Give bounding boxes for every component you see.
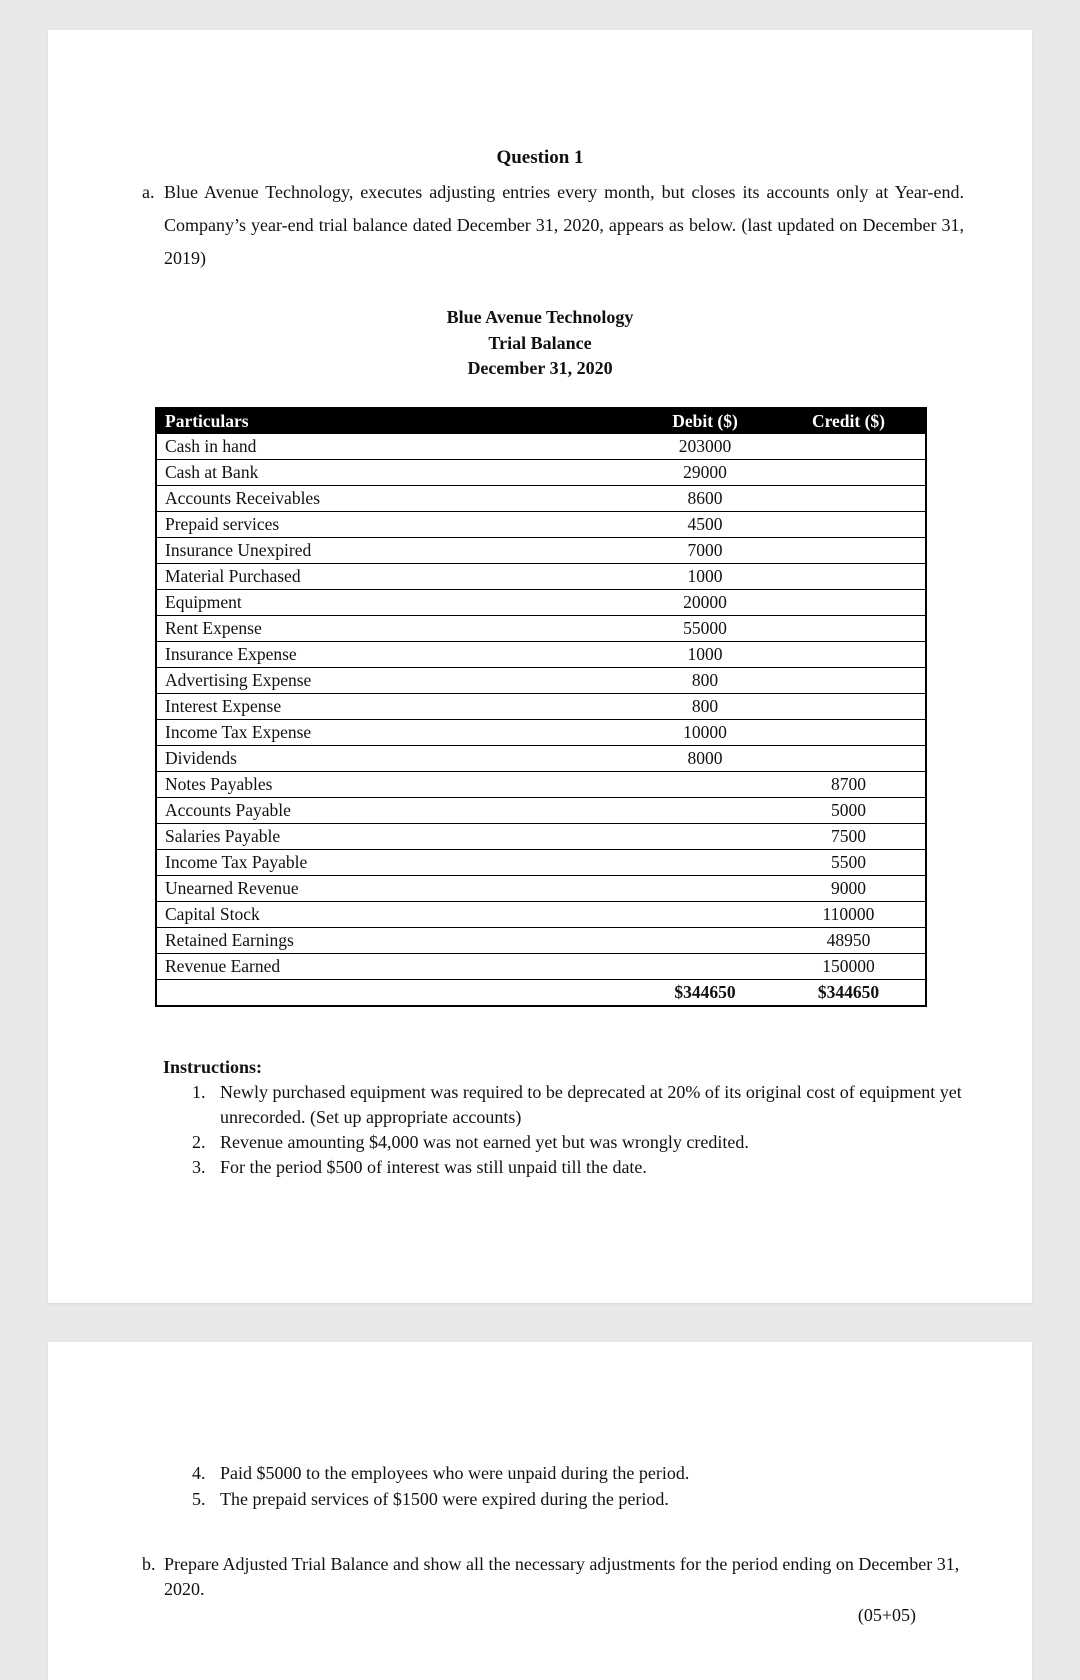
cell-credit: [772, 564, 926, 590]
part-a-marker: a.: [142, 182, 155, 202]
question-title: Question 1: [496, 147, 584, 168]
table-row: [156, 876, 926, 902]
table-row: [156, 486, 926, 512]
cell-credit: [772, 460, 926, 486]
cell-particular: Salaries Payable: [156, 824, 638, 850]
cell-debit: 29000: [638, 460, 772, 486]
instruction-text: For the period $500 of interest was still unpaid till the date.: [220, 1157, 647, 1177]
total-debit: $344650: [674, 982, 736, 1002]
cell-particular: Notes Payables: [156, 772, 638, 798]
cell-debit: [638, 798, 772, 824]
table-row: [156, 616, 926, 642]
instruction-number: 4.: [192, 1463, 206, 1483]
trial-balance-body: [156, 434, 926, 1006]
table-row: [156, 694, 926, 720]
cell-credit: 110000: [772, 902, 926, 928]
table-row: [156, 928, 926, 954]
cell-particular: Rent Expense: [156, 616, 638, 642]
cell-debit: [638, 928, 772, 954]
header-credit: Credit ($): [772, 408, 926, 434]
cell-particular: Insurance Unexpired: [156, 538, 638, 564]
cell-debit: 800: [638, 694, 772, 720]
table-row: [156, 642, 926, 668]
cell-debit: 1000: [638, 642, 772, 668]
cell-credit: 150000: [772, 954, 926, 980]
cell-credit: [772, 668, 926, 694]
cell-particular: Capital Stock: [156, 902, 638, 928]
cell-credit: [772, 694, 926, 720]
cell-debit: [638, 824, 772, 850]
cell-particular: Interest Expense: [156, 694, 638, 720]
question-part-a: [142, 176, 964, 275]
cell-debit: [638, 850, 772, 876]
company-name: Blue Avenue Technology: [446, 307, 634, 327]
cell-total-label: [156, 980, 638, 1007]
cell-debit: 8000: [638, 746, 772, 772]
table-row: [156, 720, 926, 746]
cell-debit: 7000: [638, 538, 772, 564]
instruction-item: [192, 1080, 968, 1130]
cell-debit: [638, 772, 772, 798]
cell-credit: [772, 746, 926, 772]
cell-particular: Material Purchased: [156, 564, 638, 590]
table-row: [156, 512, 926, 538]
cell-debit: 203000: [638, 434, 772, 460]
instruction-number: 1.: [192, 1082, 206, 1102]
cell-debit: 800: [638, 668, 772, 694]
total-credit: $344650: [817, 982, 880, 1002]
table-row: [156, 590, 926, 616]
cell-credit: 7500: [772, 824, 926, 850]
instructions-list: [192, 1080, 968, 1180]
instruction-item: [192, 1155, 968, 1180]
instruction-number: 3.: [192, 1157, 206, 1177]
document-page-2: [48, 1342, 1032, 1680]
cell-debit: 10000: [638, 720, 772, 746]
document-page-1: [48, 30, 1032, 1303]
instruction-item: [192, 1486, 968, 1512]
cell-particular: Revenue Earned: [156, 954, 638, 980]
cell-particular: Accounts Receivables: [156, 486, 638, 512]
cell-particular: Accounts Payable: [156, 798, 638, 824]
table-row: [156, 538, 926, 564]
cell-particular: Equipment: [156, 590, 638, 616]
instruction-number: 2.: [192, 1132, 206, 1152]
part-b-marker: b.: [142, 1554, 156, 1574]
instruction-item: [192, 1460, 968, 1486]
instruction-text: The prepaid services of $1500 were expired during the period.: [220, 1489, 669, 1509]
table-row: [156, 954, 926, 980]
cell-particular: Retained Earnings: [156, 928, 638, 954]
instruction-text: Paid $5000 to the employees who were unpaid during the period.: [220, 1463, 690, 1483]
marks-allocation: (05+05): [857, 1605, 916, 1625]
cell-particular: Cash in hand: [156, 434, 638, 460]
table-row: [156, 798, 926, 824]
instruction-text: Newly purchased equipment was required to be deprecated at 20% of its original cost of equipment yet unrecorded. (Set up appropriate accounts): [220, 1082, 962, 1127]
total-row: [156, 980, 926, 1007]
cell-particular: Prepaid services: [156, 512, 638, 538]
cell-debit: [638, 876, 772, 902]
instructions-list-continued: [192, 1460, 968, 1512]
cell-particular: Dividends: [156, 746, 638, 772]
table-row: [156, 460, 926, 486]
instruction-text: Revenue amounting $4,000 was not earned yet but was wrongly credited.: [220, 1132, 749, 1152]
cell-credit: 48950: [772, 928, 926, 954]
question-part-b: [142, 1552, 964, 1602]
cell-particular: Advertising Expense: [156, 668, 638, 694]
cell-particular: Cash at Bank: [156, 460, 638, 486]
header-particulars: Particulars: [156, 408, 638, 434]
table-row: [156, 902, 926, 928]
cell-credit: 5000: [772, 798, 926, 824]
cell-credit: [772, 486, 926, 512]
cell-credit: [772, 642, 926, 668]
table-row: [156, 824, 926, 850]
cell-debit: 4500: [638, 512, 772, 538]
table-row: [156, 434, 926, 460]
trial-balance-heading: [48, 305, 1032, 382]
cell-particular: Unearned Revenue: [156, 876, 638, 902]
table-row: [156, 746, 926, 772]
part-a-text: Blue Avenue Technology, executes adjusting entries every month, but closes its accounts only at Year-end. Company’s year-end trial balance dated December 31, 2020, appears as below. (last updated on December 31, 2019): [164, 182, 964, 268]
trial-balance-table: [155, 407, 927, 1007]
statement-title: Trial Balance: [488, 332, 592, 353]
cell-debit: 55000: [638, 616, 772, 642]
cell-debit: 20000: [638, 590, 772, 616]
part-b-text: Prepare Adjusted Trial Balance and show all the necessary adjustments for the period ending on December 31, 2020.: [164, 1554, 960, 1599]
cell-credit: [772, 434, 926, 460]
cell-credit: [772, 590, 926, 616]
cell-particular: Insurance Expense: [156, 642, 638, 668]
cell-credit: [772, 616, 926, 642]
cell-credit: [772, 720, 926, 746]
header-debit: Debit ($): [638, 408, 772, 434]
cell-credit: 9000: [772, 876, 926, 902]
table-row: [156, 668, 926, 694]
cell-particular: Income Tax Payable: [156, 850, 638, 876]
cell-credit: 5500: [772, 850, 926, 876]
table-row: [156, 772, 926, 798]
instructions-title: Instructions:: [163, 1057, 263, 1077]
table-row: [156, 564, 926, 590]
cell-credit: [772, 538, 926, 564]
cell-credit: 8700: [772, 772, 926, 798]
cell-particular: Income Tax Expense: [156, 720, 638, 746]
cell-debit: [638, 954, 772, 980]
table-header-row: [156, 408, 926, 434]
cell-debit: [638, 902, 772, 928]
cell-debit: 8600: [638, 486, 772, 512]
cell-credit: [772, 512, 926, 538]
table-row: [156, 850, 926, 876]
cell-debit: 1000: [638, 564, 772, 590]
statement-date: December 31, 2020: [467, 358, 613, 378]
instruction-item: [192, 1130, 968, 1155]
instruction-number: 5.: [192, 1489, 206, 1509]
